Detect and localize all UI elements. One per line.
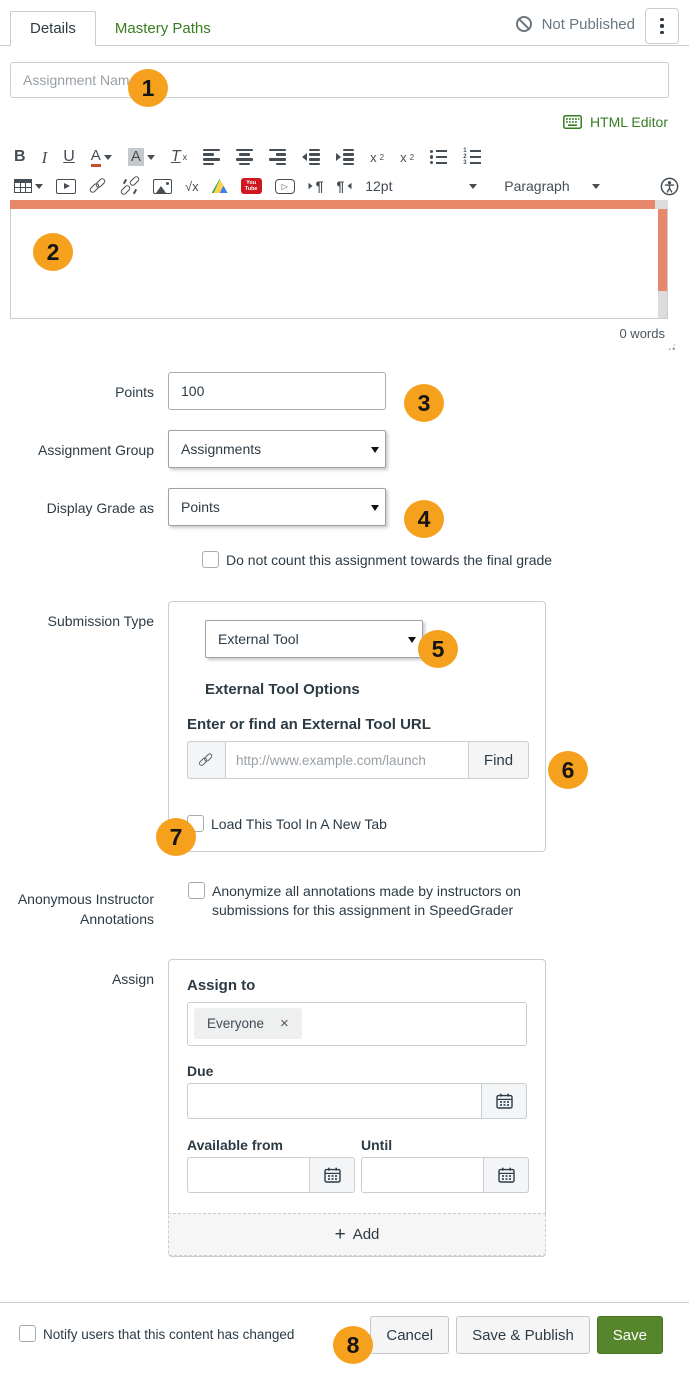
assignment-form [0,372,689,1257]
anonymous-annotations-row [0,879,689,929]
plus-icon: + [334,1223,346,1245]
due-label: Due [187,1063,214,1079]
until-group [361,1137,529,1193]
editor-toolbar-row-2 [0,172,689,200]
external-tool-options-heading: External Tool Options [205,681,360,698]
until-label: Until [361,1137,393,1153]
rtl-paragraph-icon[interactable]: ¶ [336,178,352,194]
superscript-icon[interactable]: x 2 [370,149,385,165]
scrollbar-thumb[interactable] [658,209,667,291]
anonymize-label: Anonymize all annotations made by instructors on submissions for this assignment in SpeedGrader [212,883,521,918]
assignment-group-select[interactable]: Assignments [168,430,386,468]
until-input[interactable] [361,1157,484,1193]
publish-status: Not Published [541,15,635,33]
external-tool-url-input[interactable] [225,741,469,779]
assignment-edit-page [0,10,689,1376]
add-button-label: Add [352,1226,380,1243]
indent-icon[interactable] [336,149,354,166]
assignment-group-label: Assignment Group [38,442,154,458]
step-badge-7: 7 [156,818,196,856]
available-from-input[interactable] [187,1157,310,1193]
editor-horizontal-scrollbar[interactable] [10,200,668,209]
bold-icon[interactable]: B [14,148,26,165]
keyboard-icon [563,115,582,129]
step-badge-2: 2 [33,233,73,271]
numbered-list-icon[interactable]: 1 2 3 [463,150,481,165]
clear-formatting-icon[interactable]: T x [170,148,188,165]
step-badge-8: 8 [333,1326,373,1364]
paragraph-caret-icon [592,184,600,189]
word-count: 0 words [619,326,665,341]
tab-details[interactable]: Details [10,11,96,46]
footer-buttons [370,1316,663,1354]
accessibility-checker-icon[interactable] [660,177,679,196]
omit-final-grade-label: Do not count this assignment towards the final grade [226,552,553,568]
find-button[interactable]: Find [469,741,529,779]
available-from-label: Available from [187,1137,283,1153]
table-icon[interactable] [14,179,43,193]
checkbox-icon[interactable] [19,1325,36,1342]
anonymize-checkbox[interactable] [168,879,528,929]
external-tool-url-label: Enter or find an External Tool URL [187,716,431,733]
due-date-input[interactable] [187,1083,482,1119]
assign-row [0,959,689,1257]
youtube-icon[interactable]: You Tube [241,178,262,194]
options-kebab-button[interactable] [645,8,679,44]
subscript-icon[interactable]: x 2 [400,149,415,165]
load-new-tab-label: Load This Tool In A New Tab [211,816,387,832]
background-color-icon[interactable]: A [128,148,155,166]
image-icon[interactable] [153,179,172,194]
tab-bar [0,10,689,46]
checkbox-icon[interactable] [188,882,205,899]
align-left-icon[interactable] [203,149,220,166]
add-override-button[interactable] [168,1213,546,1256]
font-size-caret-icon [469,184,477,189]
video-embed-icon[interactable]: ▷ [275,179,295,194]
available-from-group [187,1137,355,1193]
assign-to-token-field[interactable] [187,1002,527,1046]
link-addon [187,741,225,779]
remove-token-icon[interactable]: × [280,1015,289,1032]
tab-mastery-paths[interactable]: Mastery Paths [114,20,211,37]
link-icon [198,753,214,767]
assign-to-label: Assign to [187,977,256,994]
notify-users-checkbox[interactable] [19,1316,294,1344]
points-input[interactable] [168,372,386,410]
assignment-group-row [0,430,689,468]
background-color-caret-icon [147,155,155,160]
display-grade-label: Display Grade as [46,500,154,516]
checkbox-icon[interactable] [202,551,219,568]
link-icon[interactable] [89,178,108,195]
bullet-list-icon[interactable] [430,150,447,165]
assign-label: Assign [111,971,154,987]
points-row [0,372,689,410]
available-from-calendar-button[interactable] [310,1157,355,1193]
step-badge-3: 3 [404,384,444,422]
calendar-icon [324,1167,341,1183]
underline-icon[interactable]: U [63,148,75,165]
scrollbar-track[interactable] [658,291,667,318]
due-date-group [187,1083,527,1119]
save-and-publish-button[interactable]: Save & Publish [456,1316,590,1354]
display-grade-select[interactable]: Points [168,488,386,526]
points-label: Points [115,384,154,400]
step-badge-6: 6 [548,751,588,789]
kebab-icon [660,18,663,34]
calendar-icon [496,1093,513,1109]
html-editor-link[interactable]: HTML Editor [589,114,668,130]
google-drive-icon[interactable] [212,179,228,193]
everyone-token[interactable] [194,1008,302,1039]
cancel-button[interactable]: Cancel [370,1316,449,1354]
paragraph-format-select[interactable]: Paragraph [504,178,604,194]
assignment-name-input[interactable] [10,62,669,98]
not-published-icon [516,16,532,32]
editor-header [10,112,668,132]
save-button[interactable]: Save [597,1316,663,1354]
omit-final-grade-checkbox[interactable] [202,551,689,569]
assign-box [168,959,546,1257]
step-badge-4: 4 [404,500,444,538]
ltr-paragraph-icon[interactable]: ¶ [308,178,324,194]
anonymous-annotations-label: Anonymous Instructor Annotations [17,891,154,927]
table-caret-icon [35,184,43,189]
align-center-icon[interactable] [236,149,253,166]
media-icon[interactable] [56,179,76,194]
scrollbar-track[interactable] [655,200,668,209]
scrollbar-thumb[interactable] [10,200,655,209]
submission-type-row [0,601,689,852]
rich-text-editor-body[interactable] [10,209,668,319]
outdent-icon[interactable] [302,149,320,166]
editor-resize-handle[interactable] [667,342,677,351]
notify-users-label: Notify users that this content has changed [43,1327,295,1342]
editor-toolbar-row-1 [0,142,689,172]
token-label: Everyone [207,1016,265,1031]
unlink-icon[interactable] [121,178,140,195]
text-color-icon[interactable]: A [91,148,112,167]
font-size-select[interactable]: 12pt [365,178,483,194]
text-color-caret-icon [104,155,112,160]
step-badge-1: 1 [128,69,168,107]
calendar-icon [498,1167,515,1183]
due-calendar-button[interactable] [482,1083,527,1119]
display-grade-row [0,488,689,526]
italic-icon[interactable]: I [41,147,48,167]
until-calendar-button[interactable] [484,1157,529,1193]
submission-type-select[interactable]: External Tool [205,620,423,658]
step-badge-5: 5 [418,630,458,668]
load-new-tab-checkbox[interactable] [187,815,527,833]
equation-icon[interactable]: √x [185,178,199,194]
submission-type-label: Submission Type [47,613,154,629]
align-right-icon[interactable] [269,149,286,166]
submission-type-box [168,601,546,852]
external-tool-url-group [187,741,529,779]
